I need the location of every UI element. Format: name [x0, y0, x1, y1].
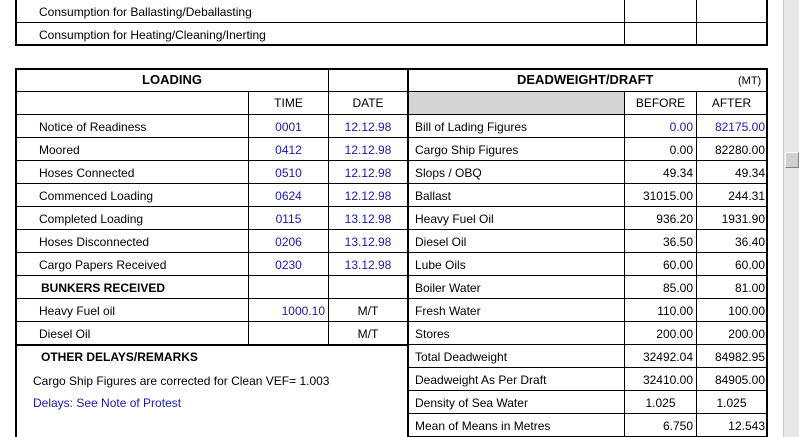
dw-row-after: 60.00 — [734, 258, 765, 272]
deadweight-title: DEADWEIGHT/DRAFT — [517, 72, 654, 87]
loading-row-time: 0624 — [275, 189, 302, 203]
dw-row-before: 936.20 — [656, 212, 693, 226]
after-column-header: AFTER — [711, 96, 752, 110]
dw-row-after: 84905.00 — [714, 373, 765, 387]
dw-row-after: 200.00 — [728, 327, 765, 341]
consumption-ballasting-label: Consumption for Ballasting/Deballasting — [39, 5, 252, 19]
loading-row-time: 0510 — [275, 166, 302, 180]
dw-row-label: Bill of Lading Figures — [415, 120, 528, 134]
loading-title: LOADING — [142, 72, 202, 87]
scrollbar-thumb[interactable] — [785, 152, 799, 168]
dw-row-before: 0.00 — [669, 143, 693, 157]
dw-row-label: Ballast — [415, 189, 452, 203]
dw-row-after: 82175.00 — [714, 120, 765, 134]
loading-row-date: 13.12.98 — [344, 258, 392, 272]
dw-row-after: 244.31 — [728, 189, 765, 203]
bunker-row-value: 1000.10 — [281, 304, 325, 318]
dw-row-after: 81.00 — [734, 281, 765, 295]
loading-row-label: Commenced Loading — [39, 189, 154, 203]
dw-row-label: Cargo Ship Figures — [415, 143, 519, 157]
time-column-header: TIME — [274, 96, 303, 110]
dw-row-before: 0.00 — [669, 120, 693, 134]
loading-row-label: Hoses Connected — [39, 166, 135, 180]
dw-row-after: 12.543 — [728, 419, 765, 433]
dw-row-after: 36.40 — [734, 235, 765, 249]
loading-row-date: 12.12.98 — [344, 143, 392, 157]
loading-row-date: 13.12.98 — [344, 212, 392, 226]
dw-row-label: Stores — [415, 327, 450, 341]
deadweight-unit: (MT) — [738, 75, 762, 87]
dw-row-before: 60.00 — [662, 258, 693, 272]
dw-row-after: 49.34 — [734, 166, 765, 180]
loading-row-date: 12.12.98 — [344, 120, 392, 134]
loading-row-time: 0001 — [275, 120, 302, 134]
dw-row-after: 1931.90 — [721, 212, 765, 226]
loading-row-label: Notice of Readiness — [39, 120, 147, 134]
dw-row-after: 100.00 — [728, 304, 765, 318]
dw-row-label: Heavy Fuel Oil — [415, 212, 494, 226]
dw-row-before: 1.025 — [645, 396, 676, 410]
before-column-header: BEFORE — [635, 96, 686, 110]
loading-row-time: 0230 — [275, 258, 302, 272]
dw-row-before: 6.750 — [662, 419, 693, 433]
loading-row-time: 0115 — [275, 212, 302, 226]
remarks-line: Delays: See Note of Protest — [33, 396, 182, 410]
dw-row-label: Total Deadweight — [415, 350, 508, 364]
dw-row-before: 31015.00 — [642, 189, 693, 203]
bunker-row-unit: M/T — [357, 304, 379, 318]
dw-row-after: 1.025 — [716, 396, 747, 410]
dw-row-before: 36.50 — [662, 235, 693, 249]
dw-row-before: 49.34 — [662, 166, 693, 180]
loading-row-time: 0412 — [275, 143, 302, 157]
dw-row-label: Lube Oils — [415, 258, 466, 272]
remarks-title: OTHER DELAYS/REMARKS — [41, 350, 198, 364]
bunker-row-label: Diesel Oil — [39, 327, 91, 341]
loading-row-label: Cargo Papers Received — [39, 258, 167, 272]
bunker-row-label: Heavy Fuel oil — [39, 304, 116, 318]
dw-row-label: Deadweight As Per Draft — [415, 373, 547, 387]
consumption-heating-label: Consumption for Heating/Cleaning/Inerting — [39, 28, 266, 42]
dw-row-label: Density of Sea Water — [415, 396, 528, 410]
dw-row-before: 85.00 — [662, 281, 693, 295]
loading-row-label: Hoses Disconnected — [39, 235, 150, 249]
dw-row-before: 32410.00 — [642, 373, 693, 387]
loading-row-label: Moored — [39, 143, 80, 157]
loading-row-date: 13.12.98 — [344, 235, 392, 249]
loading-row-date: 12.12.98 — [344, 189, 392, 203]
loading-row-date: 12.12.98 — [344, 166, 392, 180]
dw-row-label: Diesel Oil — [415, 235, 467, 249]
deadweight-header-shade — [409, 92, 624, 114]
vertical-scrollbar[interactable] — [783, 0, 799, 437]
loading-row-time: 0206 — [275, 235, 302, 249]
dw-row-after: 84982.95 — [714, 350, 765, 364]
dw-row-label: Fresh Water — [415, 304, 481, 318]
dw-row-before: 32492.04 — [642, 350, 693, 364]
dw-row-label: Slops / OBQ — [415, 166, 482, 180]
dw-row-label: Mean of Means in Metres — [415, 419, 551, 433]
bunkers-title: BUNKERS RECEIVED — [41, 281, 166, 295]
dw-row-before: 110.00 — [657, 304, 693, 318]
dw-row-label: Boiler Water — [415, 281, 481, 295]
loading-row-label: Completed Loading — [39, 212, 144, 226]
date-column-header: DATE — [352, 96, 384, 110]
remarks-line: Cargo Ship Figures are corrected for Clean VEF= 1.003 — [33, 374, 330, 388]
dw-row-before: 200.00 — [656, 327, 693, 341]
bunker-row-unit: M/T — [357, 327, 379, 341]
dw-row-after: 82280.00 — [714, 143, 765, 157]
